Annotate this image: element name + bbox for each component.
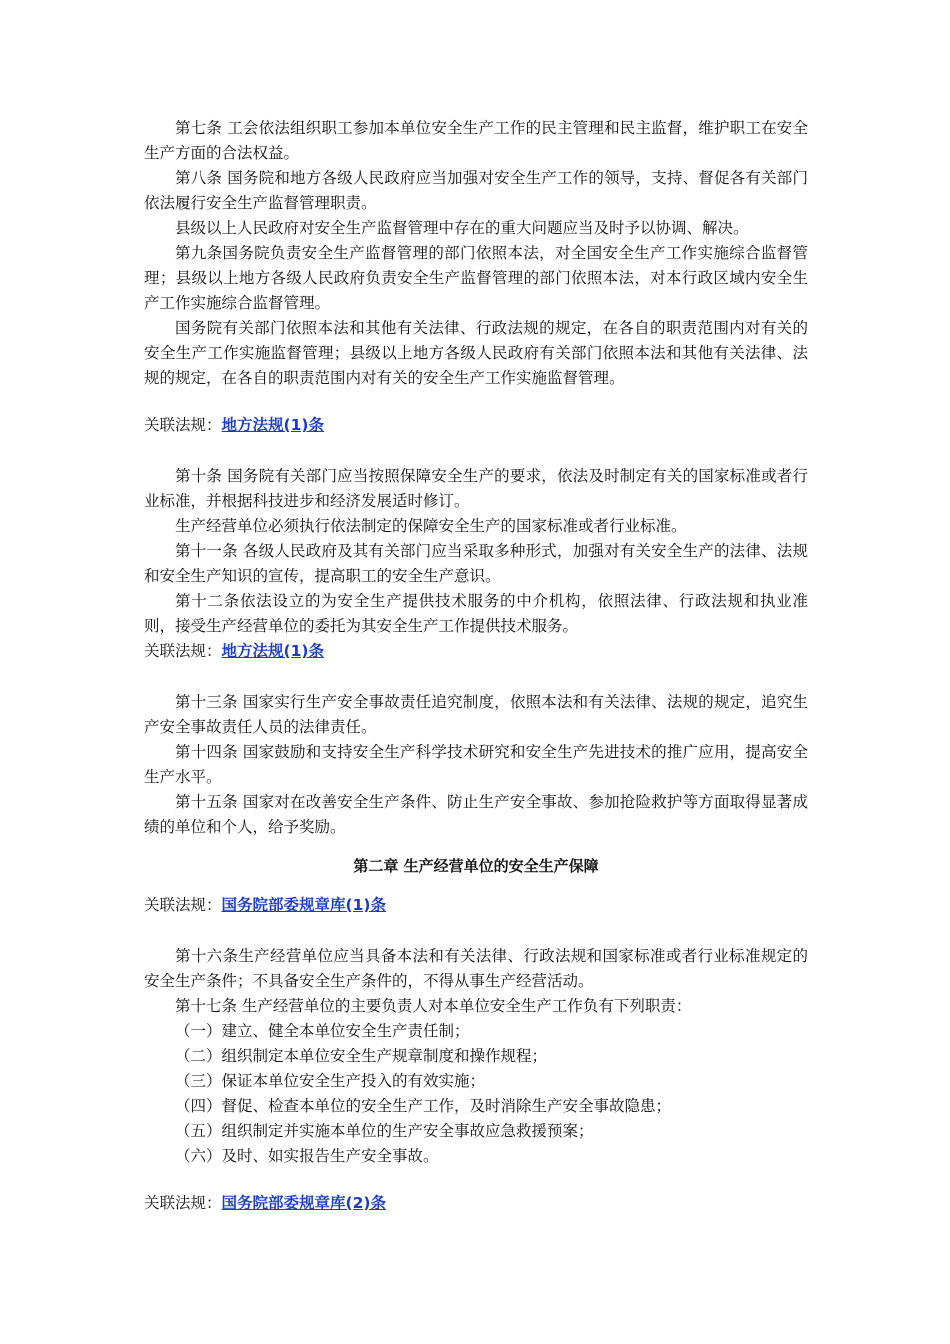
article-17-item-4: （四）督促、检查本单位的安全生产工作，及时消除生产安全事故隐患； xyxy=(175,1097,672,1115)
related-label: 关联法规： xyxy=(144,642,222,660)
article-16: 第十六条生产经营单位应当具备本法和有关法律、行政法规和国家标准或者行业标准规定的安全生产条件；不具备安全生产条件的，不得从事生产经营活动。 xyxy=(144,947,808,990)
related-link-local-regulations[interactable]: 地方法规(1)条 xyxy=(221,416,324,434)
related-label: 关联法规： xyxy=(144,416,222,434)
related-regulations-1 xyxy=(144,413,808,438)
related-label: 关联法规： xyxy=(144,896,222,914)
article-17: 第十七条 生产经营单位的主要负责人对本单位安全生产工作负有下列职责： xyxy=(175,997,692,1015)
related-regulations-4 xyxy=(144,1191,808,1216)
related-regulations-2 xyxy=(144,639,808,664)
article-10-para-2: 生产经营单位必须执行依法制定的保障安全生产的国家标准或者行业标准。 xyxy=(175,517,687,535)
article-17-item-1: （一）建立、健全本单位安全生产责任制； xyxy=(175,1022,470,1040)
article-8: 第八条 国务院和地方各级人民政府应当加强对安全生产工作的领导，支持、督促各有关部门依法履行安全生产监督管理职责。 xyxy=(144,169,808,212)
article-9-para-2: 国务院有关部门依照本法和其他有关法律、行政法规的规定，在各自的职责范围内对有关的安全生产工作实施监督管理；县级以上地方各级人民政府有关部门依照本法和其他有关法律、法规的规定，在各自的职责范围内对有关的安全生产工作实施监督管理。 xyxy=(144,319,808,387)
related-label: 关联法规： xyxy=(144,1194,222,1212)
article-17-item-2: （二）组织制定本单位安全生产规章制度和操作规程； xyxy=(175,1047,548,1065)
document-page xyxy=(144,116,808,1216)
article-11: 第十一条 各级人民政府及其有关部门应当采取多种形式，加强对有关安全生产的法律、法规和安全生产知识的宣传，提高职工的安全生产意识。 xyxy=(144,542,808,585)
article-10: 第十条 国务院有关部门应当按照保障安全生产的要求，依法及时制定有关的国家标准或者行业标准，并根据科技进步和经济发展适时修订。 xyxy=(144,467,808,510)
article-8-para-2: 县级以上人民政府对安全生产监督管理中存在的重大问题应当及时予以协调、解决。 xyxy=(175,219,749,237)
article-13: 第十三条 国家实行生产安全事故责任追究制度，依照本法和有关法律、法规的规定，追究生产安全事故责任人员的法律责任。 xyxy=(144,693,808,736)
chapter-heading: 第二章 生产经营单位的安全生产保障 xyxy=(353,857,599,875)
article-9: 第九条国务院负责安全生产监督管理的部门依照本法，对全国安全生产工作实施综合监督管理；县级以上地方各级人民政府负责安全生产监督管理的部门依照本法，对本行政区域内安全生产工作实施综合监督管理。 xyxy=(144,244,808,312)
related-link-local-regulations[interactable]: 地方法规(1)条 xyxy=(221,642,324,660)
related-link-state-council-rules[interactable]: 国务院部委规章库(2)条 xyxy=(221,1194,386,1212)
article-15: 第十五条 国家对在改善安全生产条件、防止生产安全事故、参加抢险救护等方面取得显著成绩的单位和个人，给予奖励。 xyxy=(144,793,808,836)
article-17-item-5: （五）组织制定并实施本单位的生产安全事故应急救援预案； xyxy=(175,1122,594,1140)
related-regulations-3 xyxy=(144,893,808,918)
article-17-item-6: （六）及时、如实报告生产安全事故。 xyxy=(175,1147,439,1165)
article-14: 第十四条 国家鼓励和支持安全生产科学技术研究和安全生产先进技术的推广应用，提高安全生产水平。 xyxy=(144,743,808,786)
article-12: 第十二条依法设立的为安全生产提供技术服务的中介机构，依照法律、行政法规和执业准则，接受生产经营单位的委托为其安全生产工作提供技术服务。 xyxy=(144,592,808,635)
article-17-item-3: （三）保证本单位安全生产投入的有效实施； xyxy=(175,1072,486,1090)
article-7: 第七条 工会依法组织职工参加本单位安全生产工作的民主管理和民主监督，维护职工在安全生产方面的合法权益。 xyxy=(144,119,808,162)
related-link-state-council-rules[interactable]: 国务院部委规章库(1)条 xyxy=(221,896,386,914)
